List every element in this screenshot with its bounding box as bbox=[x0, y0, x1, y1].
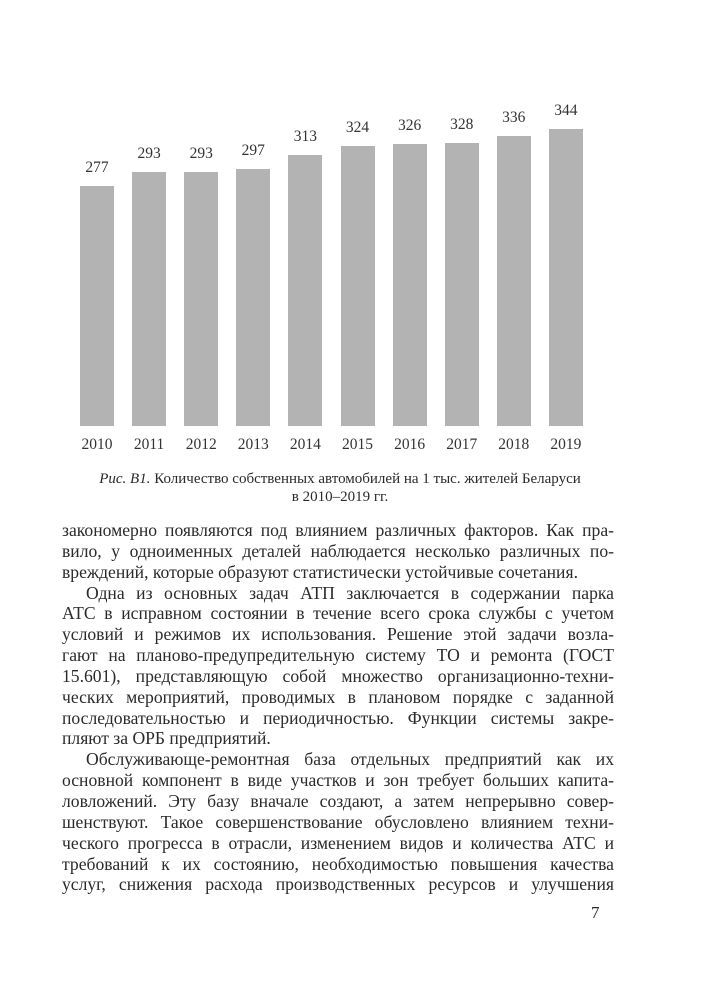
bar-chart bbox=[0, 0, 701, 470]
x-tick-label: 2017 bbox=[446, 436, 478, 453]
bar bbox=[445, 143, 479, 426]
data-label: 313 bbox=[293, 128, 318, 146]
figure-title: Количество собственных автомобилей на 1 тыс. жителей Беларуси bbox=[150, 471, 581, 487]
figure-label: Рис. В1. bbox=[99, 471, 151, 487]
bar bbox=[184, 172, 218, 426]
text-line: последовательностью и периодичностью. Функции системы закре- bbox=[62, 707, 614, 728]
data-label: 277 bbox=[85, 159, 109, 176]
figure-caption bbox=[60, 470, 620, 506]
data-label: 326 bbox=[397, 117, 422, 135]
bar bbox=[288, 155, 322, 426]
text-line: основной компонент в виде участков и зон требует больших капита- bbox=[62, 770, 614, 791]
x-tick-label: 2014 bbox=[289, 436, 321, 453]
data-label: 336 bbox=[502, 108, 526, 126]
text-line: вреждений, которые образуют статистически устойчивые сочетания. bbox=[62, 561, 578, 582]
data-label: 293 bbox=[189, 145, 213, 163]
bar bbox=[393, 144, 427, 426]
text-line: вило, у одноименных деталей наблюдается несколько различных по- bbox=[62, 540, 614, 561]
text-line: услуг, снижения расхода производственных ресурсов и улучшения bbox=[62, 874, 614, 895]
x-tick-label: 2018 bbox=[498, 436, 530, 453]
body-text bbox=[62, 520, 614, 895]
figure-title-line2: в 2010–2019 гг. bbox=[291, 489, 389, 505]
text-line: ловложений. Эту базу вначале создают, а затем непрерывно совер- bbox=[62, 790, 614, 811]
bar bbox=[341, 146, 375, 426]
data-label: 297 bbox=[241, 141, 265, 159]
text-line: ческого прогресса в отрасли, изменением видов и количества АТС и bbox=[62, 832, 614, 853]
x-tick-label: 2019 bbox=[550, 436, 582, 453]
paragraph-start: Одна из основных задач АТП заключается в содержании парка bbox=[86, 582, 614, 603]
data-label: 344 bbox=[554, 102, 578, 119]
text-line: требований к их состоянию, необходимостью повышения качества bbox=[62, 853, 614, 874]
x-tick-label: 2011 bbox=[133, 436, 165, 453]
bar bbox=[236, 169, 270, 426]
text-line: ческих мероприятий, проводимых в плановом порядке с заданной bbox=[62, 686, 614, 707]
bar bbox=[549, 129, 583, 426]
text-line: шенствуют. Такое совершенствование обусловлено влиянием техни- bbox=[62, 811, 614, 832]
text-line: АТС в исправном состоянии в течение всего срока службы с учетом bbox=[62, 603, 614, 624]
page-number: 7 bbox=[591, 903, 600, 922]
x-tick-label: 2013 bbox=[237, 436, 269, 453]
data-label: 293 bbox=[137, 145, 161, 163]
x-tick-label: 2015 bbox=[342, 436, 373, 453]
paragraph-start: Обслуживающе-ремонтная база отдельных предприятий как их bbox=[86, 749, 614, 770]
text-line: гают на планово-предупредительную систему ТО и ремонта (ГОСТ bbox=[62, 645, 614, 666]
text-line: условий и режимов их использования. Решение этой задачи возла- bbox=[62, 624, 614, 645]
x-tick-label: 2012 bbox=[185, 436, 217, 453]
x-tick-label: 2010 bbox=[81, 436, 113, 453]
bar bbox=[497, 136, 531, 426]
bar bbox=[132, 172, 166, 426]
text-line: 15.601), представляющую собой множество организационно-техни- bbox=[62, 665, 614, 686]
bar bbox=[80, 186, 114, 426]
x-tick-label: 2016 bbox=[394, 436, 426, 453]
data-label: 324 bbox=[345, 119, 370, 136]
text-line: закономерно появляются под влиянием различных факторов. Как пра- bbox=[62, 520, 614, 540]
data-label: 328 bbox=[450, 115, 474, 133]
text-line: пляют за ОРБ предприятий. bbox=[62, 728, 271, 749]
